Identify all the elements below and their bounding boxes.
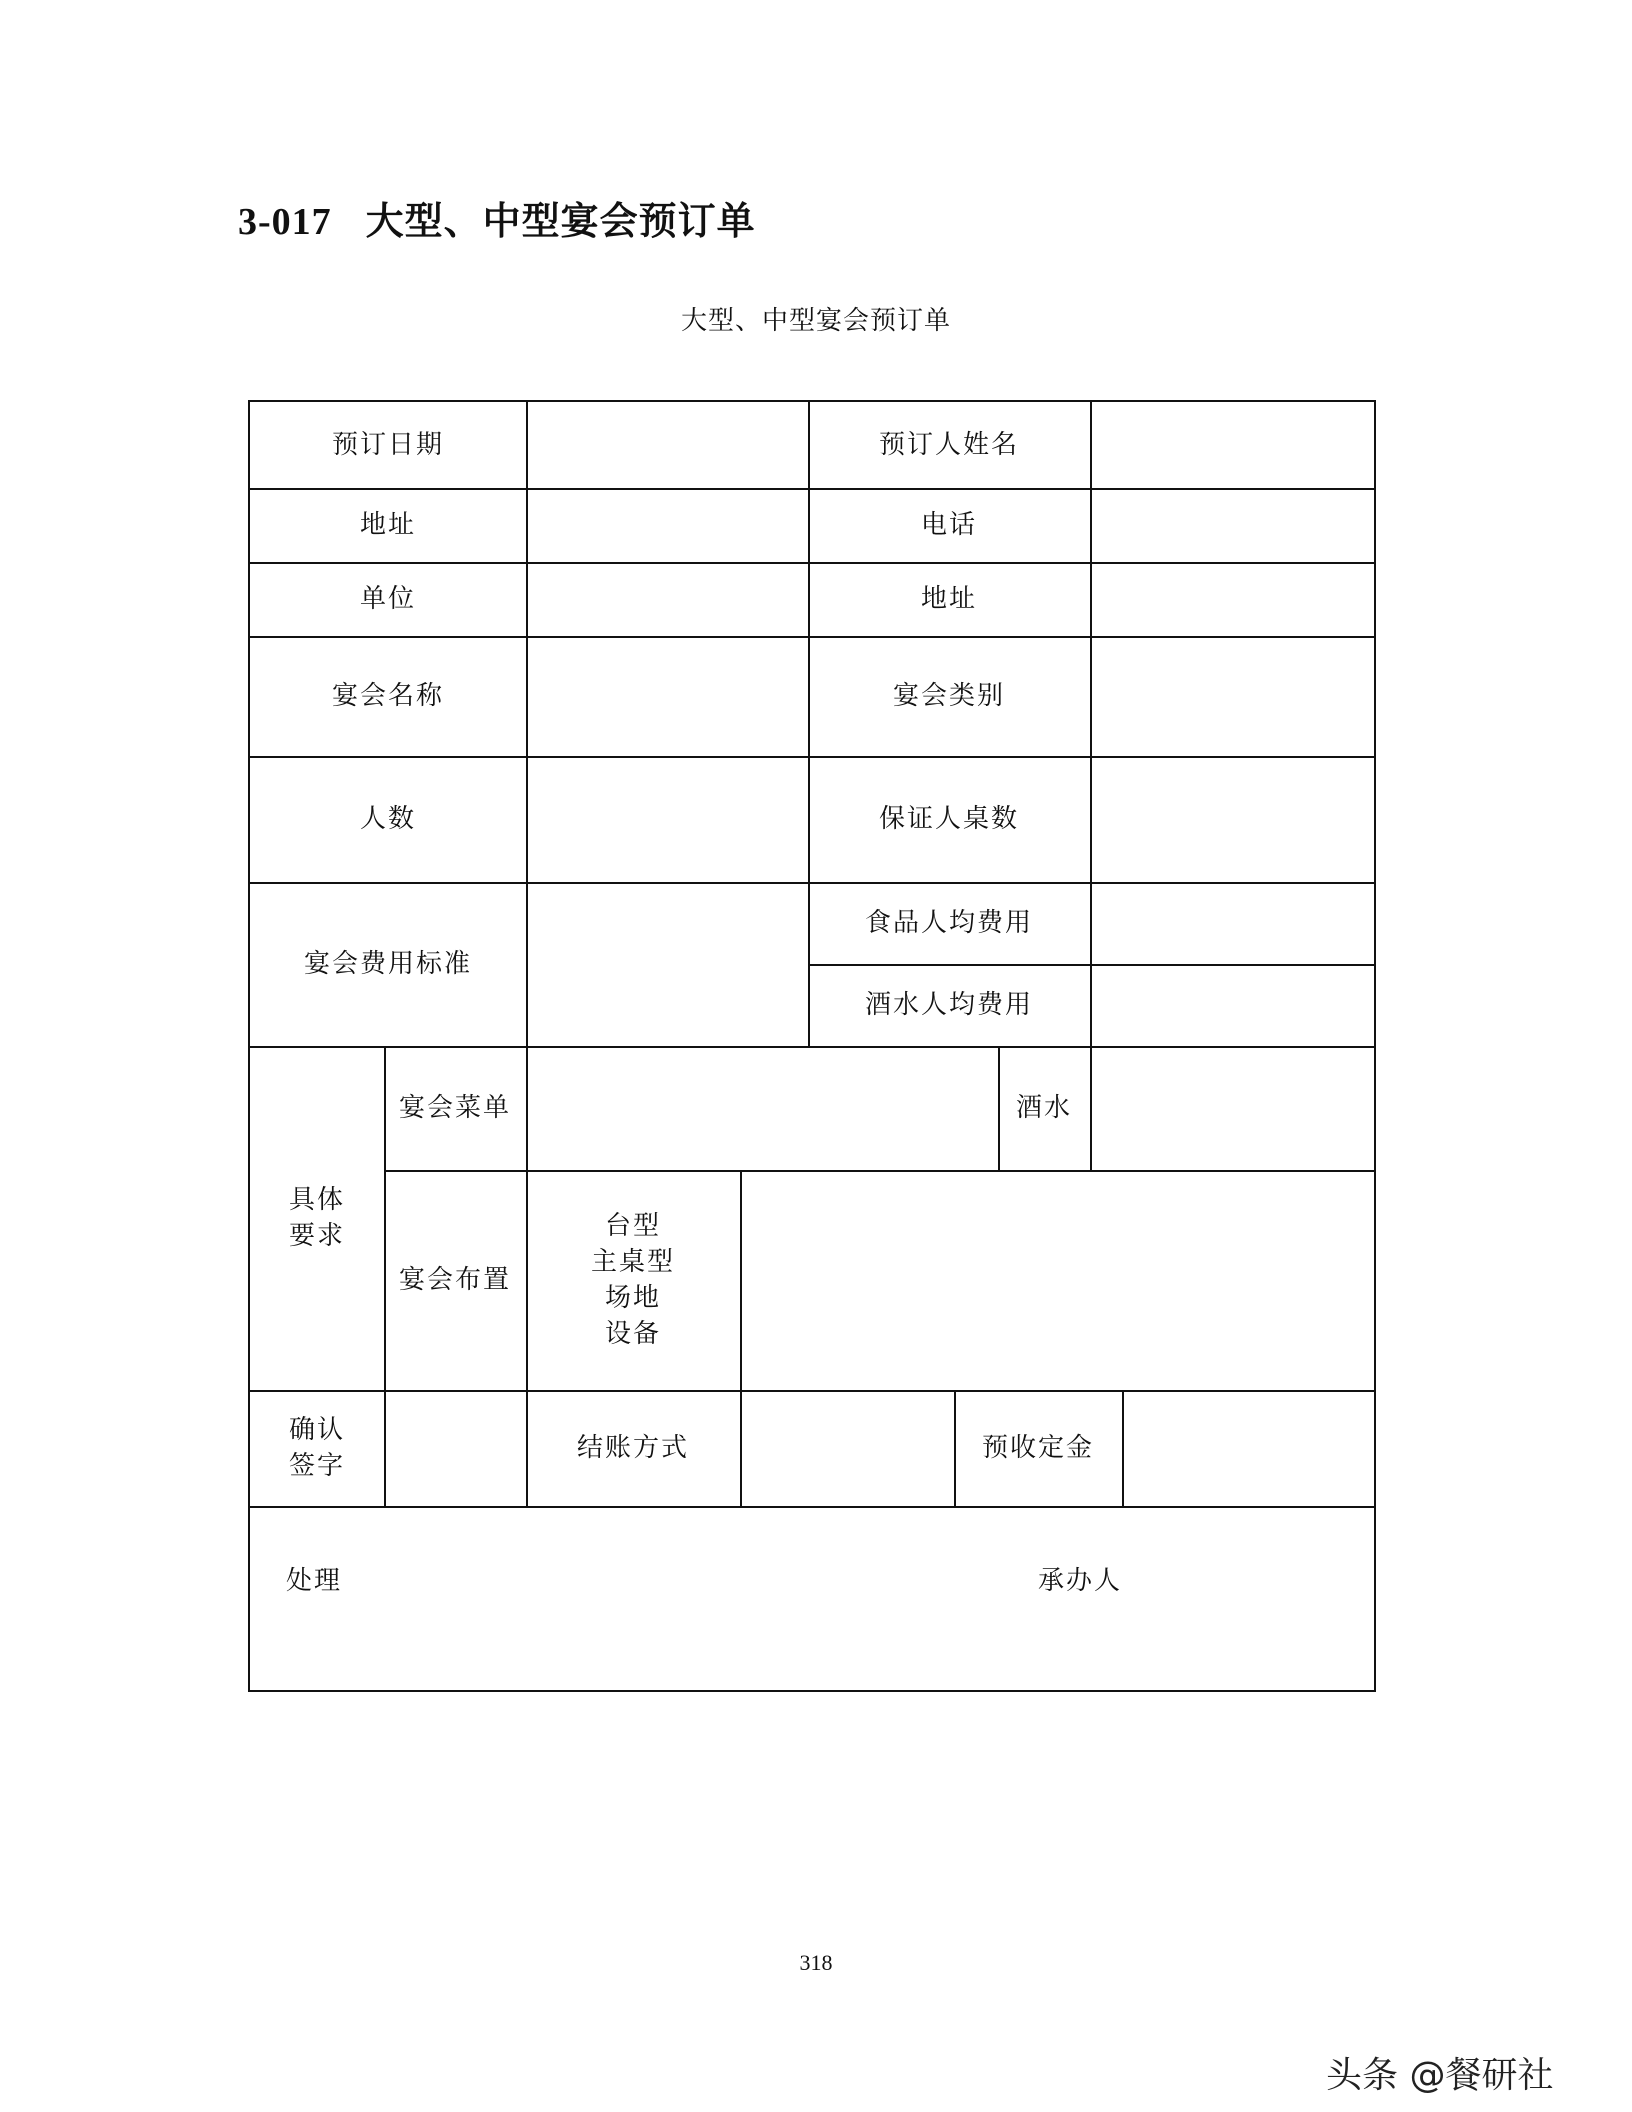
field-booking-date[interactable] bbox=[527, 402, 808, 488]
label-address: 地址 bbox=[359, 510, 416, 540]
field-drink-cost-per-person[interactable] bbox=[1091, 964, 1374, 1046]
label-guest-count: 人数 bbox=[359, 804, 416, 834]
field-drinks[interactable] bbox=[1091, 1046, 1374, 1170]
layout-item-table-type: 台型 bbox=[604, 1211, 661, 1241]
label-drinks: 酒水 bbox=[1015, 1093, 1072, 1123]
confirm-signature-line-2: 签字 bbox=[288, 1451, 345, 1481]
field-payment-method[interactable] bbox=[741, 1390, 954, 1506]
confirm-signature-line-1: 确认 bbox=[288, 1415, 345, 1445]
field-banquet-type[interactable] bbox=[1091, 636, 1374, 756]
specific-requirements-line-1: 具体 bbox=[288, 1185, 345, 1215]
field-food-cost-per-person[interactable] bbox=[1091, 882, 1374, 964]
field-deposit[interactable] bbox=[1123, 1390, 1374, 1506]
field-company[interactable] bbox=[527, 562, 808, 636]
banquet-booking-form bbox=[248, 400, 1376, 1692]
row-divider bbox=[250, 1506, 1374, 1508]
label-confirm-signature bbox=[250, 1390, 384, 1506]
label-deposit: 预收定金 bbox=[981, 1433, 1094, 1463]
label-company-address: 地址 bbox=[920, 584, 977, 614]
section-title: 大型、中型宴会预订单 bbox=[365, 198, 756, 243]
label-guaranteed-tables: 保证人桌数 bbox=[878, 804, 1019, 834]
label-handling: 处理 bbox=[286, 1566, 343, 1596]
label-booker-name: 预订人姓名 bbox=[878, 430, 1019, 460]
field-guest-count[interactable] bbox=[527, 756, 808, 882]
field-booker-name[interactable] bbox=[1091, 402, 1374, 488]
watermark: 头条 @餐研社 bbox=[1326, 2055, 1554, 2096]
field-banquet-name[interactable] bbox=[527, 636, 808, 756]
layout-item-equipment: 设备 bbox=[604, 1319, 661, 1349]
field-phone[interactable] bbox=[1091, 488, 1374, 562]
specific-requirements-line-2: 要求 bbox=[288, 1221, 345, 1251]
form-title: 大型、中型宴会预订单 bbox=[680, 306, 951, 336]
label-company: 单位 bbox=[359, 584, 416, 614]
field-layout-details[interactable] bbox=[741, 1170, 1374, 1390]
label-food-cost-per-person: 食品人均费用 bbox=[864, 908, 1033, 938]
section-heading bbox=[238, 190, 756, 245]
field-guaranteed-tables[interactable] bbox=[1091, 756, 1374, 882]
section-code: 3-017 bbox=[238, 201, 332, 243]
label-payment-method: 结账方式 bbox=[576, 1433, 689, 1463]
label-booking-date: 预订日期 bbox=[331, 430, 444, 460]
label-banquet-name: 宴会名称 bbox=[331, 681, 444, 711]
page-number: 318 bbox=[799, 1950, 833, 1975]
layout-item-venue: 场地 bbox=[604, 1283, 661, 1313]
label-phone: 电话 bbox=[920, 510, 977, 540]
field-banquet-menu[interactable] bbox=[527, 1046, 998, 1170]
label-banquet-menu: 宴会菜单 bbox=[398, 1093, 511, 1123]
label-banquet-type: 宴会类别 bbox=[892, 681, 1005, 711]
layout-item-main-table: 主桌型 bbox=[590, 1247, 675, 1277]
label-drink-cost-per-person: 酒水人均费用 bbox=[864, 990, 1033, 1020]
field-cost-standard[interactable] bbox=[527, 882, 808, 1046]
layout-items bbox=[526, 1170, 740, 1390]
label-banquet-layout: 宴会布置 bbox=[398, 1265, 511, 1295]
label-cost-standard: 宴会费用标准 bbox=[303, 949, 472, 979]
field-confirm-signature[interactable] bbox=[385, 1390, 526, 1506]
label-handler: 承办人 bbox=[1038, 1566, 1123, 1596]
label-specific-requirements bbox=[250, 1046, 384, 1390]
field-company-address[interactable] bbox=[1091, 562, 1374, 636]
field-address[interactable] bbox=[527, 488, 808, 562]
